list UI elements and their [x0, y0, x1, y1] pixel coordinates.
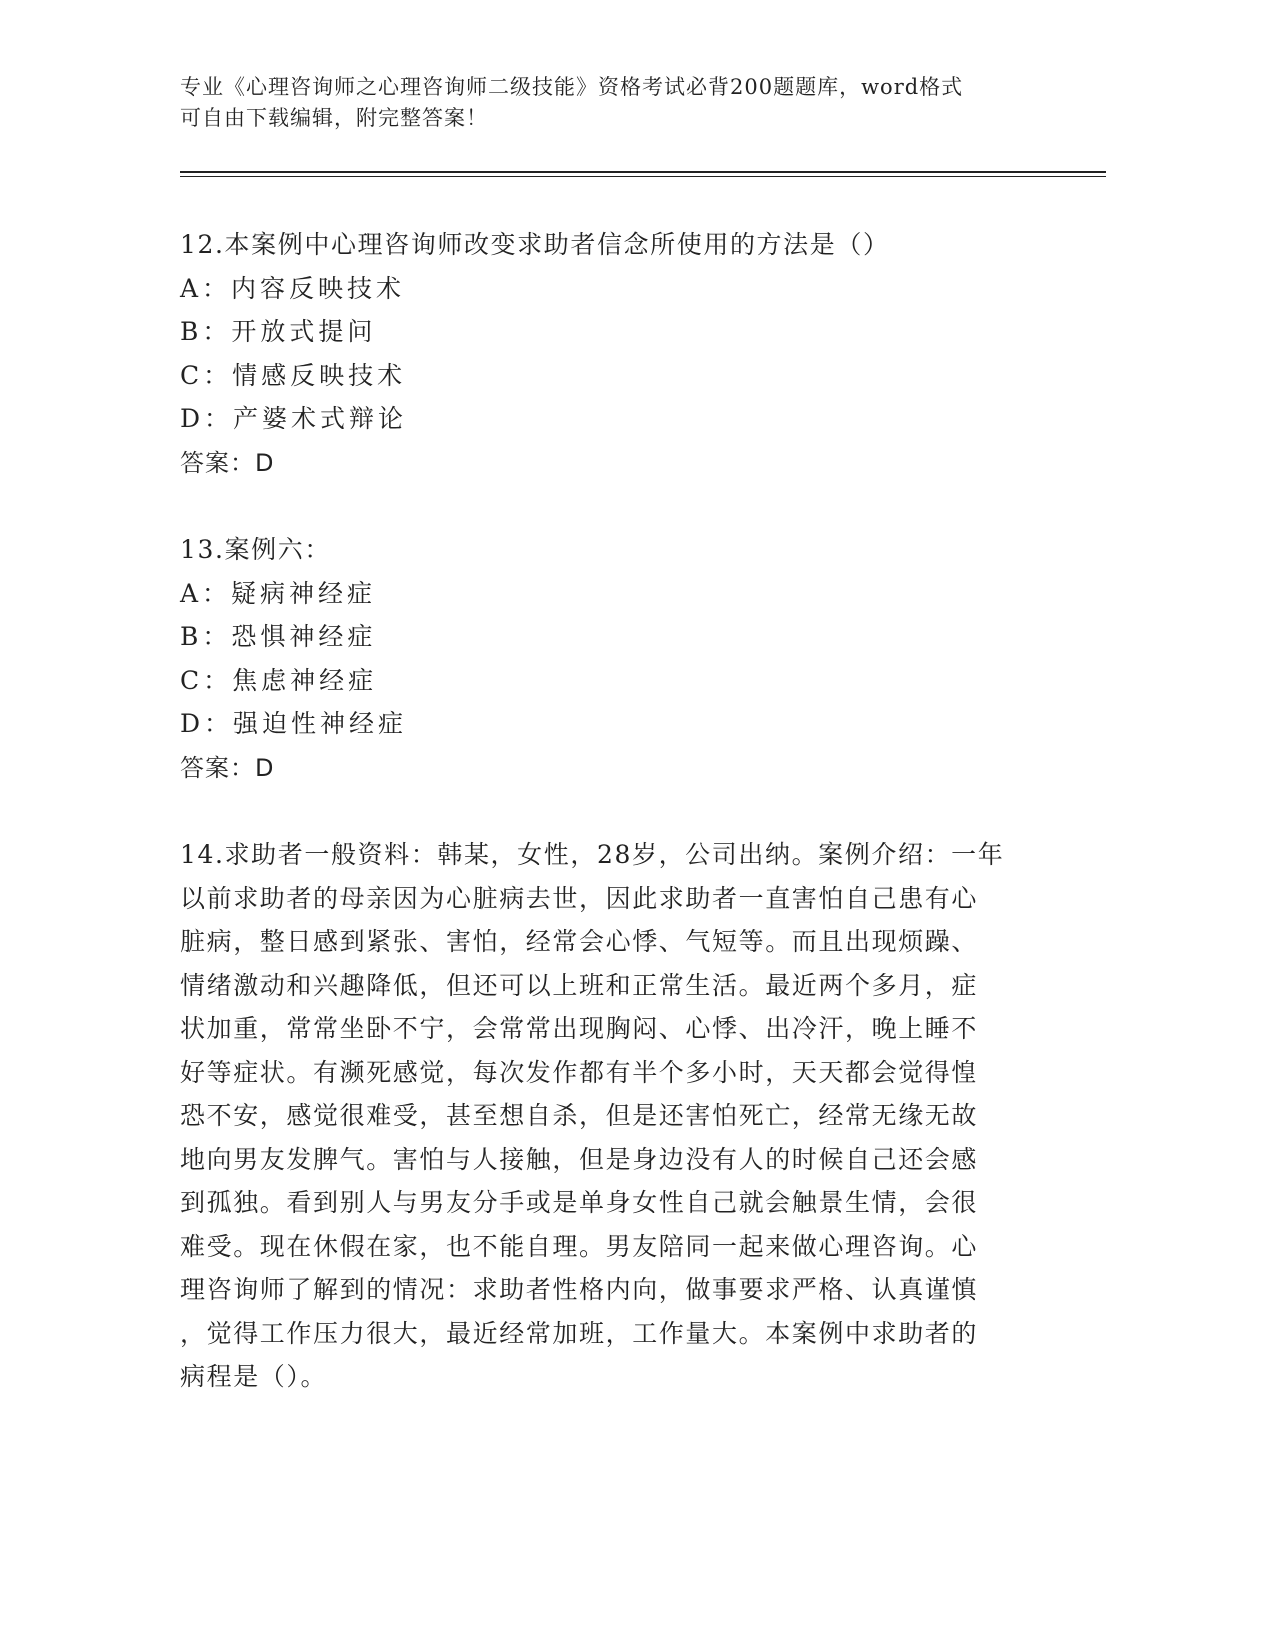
- question-stem-line: 地向男友发脾气。害怕与人接触，但是身边没有人的时候自己还会感: [180, 1145, 979, 1174]
- question-stem-line: 病程是（）。: [180, 1362, 328, 1391]
- option-b: B：恐惧神经症: [180, 622, 377, 651]
- question-stem: 12.本案例中心理咨询师改变求助者信念所使用的方法是（）: [180, 230, 890, 259]
- header-divider: [180, 176, 1106, 177]
- question-stem-line: 情绪激动和兴趣降低，但还可以上班和正常生活。最近两个多月，症: [180, 971, 979, 1000]
- option-a: A：内容反映技术: [180, 274, 406, 303]
- option-d: D：强迫性神经症: [180, 709, 408, 738]
- question-stem-line: 以前求助者的母亲因为心脏病去世，因此求助者一直害怕自己患有心: [180, 884, 979, 913]
- question-stem-line: 恐不安，感觉很难受，甚至想自杀，但是还害怕死亡，经常无缘无故: [180, 1101, 979, 1130]
- option-c: C：情感反映技术: [180, 361, 407, 390]
- option-d: D：产婆术式辩论: [180, 404, 408, 433]
- header-line: 专业《心理咨询师之心理咨询师二级技能》资格考试必背200题题库，word格式: [180, 75, 964, 99]
- header-line: 可自由下载编辑，附完整答案！: [180, 106, 488, 130]
- question-stem-line: ，觉得工作压力很大，最近经常加班，工作量大。本案例中求助者的: [180, 1319, 979, 1348]
- option-a: A：疑病神经症: [180, 579, 377, 608]
- answer: 答案：D: [180, 449, 275, 477]
- question-stem-line: 状加重，常常坐卧不宁，会常常出现胸闷、心悸、出冷汗，晚上睡不: [180, 1014, 979, 1043]
- header-divider: [180, 171, 1106, 173]
- option-b: B：开放式提问: [180, 317, 377, 346]
- question-stem-line: 14.求助者一般资料：韩某，女性，28岁，公司出纳。案例介绍：一年: [180, 840, 1005, 869]
- question-stem-line: 难受。现在休假在家，也不能自理。男友陪同一起来做心理咨询。心: [180, 1232, 979, 1261]
- question-stem-line: 脏病，整日感到紧张、害怕，经常会心悸、气短等。而且出现烦躁、: [180, 927, 979, 956]
- question-stem-line: 到孤独。看到别人与男友分手或是单身女性自己就会触景生情，会很: [180, 1188, 979, 1217]
- option-c: C：焦虑神经症: [180, 666, 378, 695]
- question-stem: 13.案例六：: [180, 535, 331, 564]
- question-stem-line: 理咨询师了解到的情况：求助者性格内向，做事要求严格、认真谨慎: [180, 1275, 979, 1304]
- answer: 答案：D: [180, 754, 275, 782]
- question-stem-line: 好等症状。有濒死感觉，每次发作都有半个多小时，天天都会觉得惶: [180, 1058, 979, 1087]
